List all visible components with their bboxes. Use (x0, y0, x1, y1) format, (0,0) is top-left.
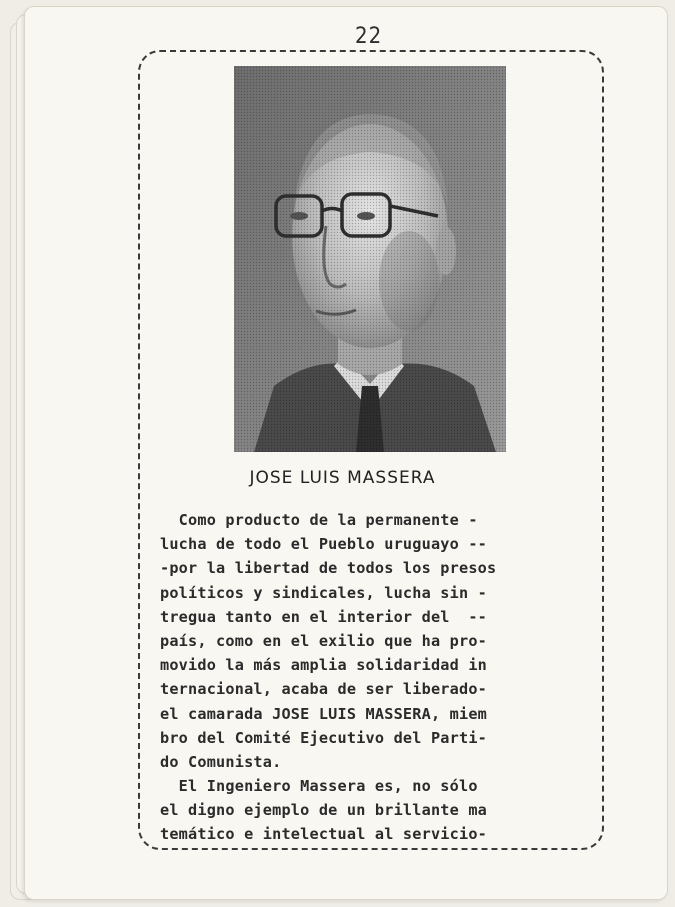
text-line: do Comunista. (160, 752, 282, 771)
text-line: Como producto de la permanente - (160, 511, 478, 529)
text-line: lucha de todo el Pueblo uruguayo -- (160, 535, 488, 554)
text-line: -por la libertad de todos los presos (160, 559, 497, 578)
text-line: El Ingeniero Massera es, no sólo (160, 777, 478, 796)
article-body (160, 508, 590, 847)
photo-caption: JOSE LUIS MASSERA (249, 468, 436, 488)
text-line: políticos y sindicales, lucha sin - (160, 583, 488, 602)
text-line: el camarada JOSE LUIS MASSERA, miem (160, 704, 488, 723)
text-line: temático e intelectual al servicio- (160, 825, 488, 844)
text-line: país, como en el exilio que ha pro- (160, 631, 488, 650)
text-line: el digno ejemplo de un brillante ma (160, 801, 488, 820)
text-line: ternacional, acaba de ser liberado- (160, 680, 488, 699)
portrait-photo (234, 66, 506, 452)
text-line: tregua tanto en el interior del -- (160, 607, 488, 626)
text-line: movido la más amplia solidaridad in (160, 656, 488, 675)
page-number: 22 (355, 24, 383, 49)
text-line: bro del Comité Ejecutivo del Parti- (160, 728, 488, 747)
